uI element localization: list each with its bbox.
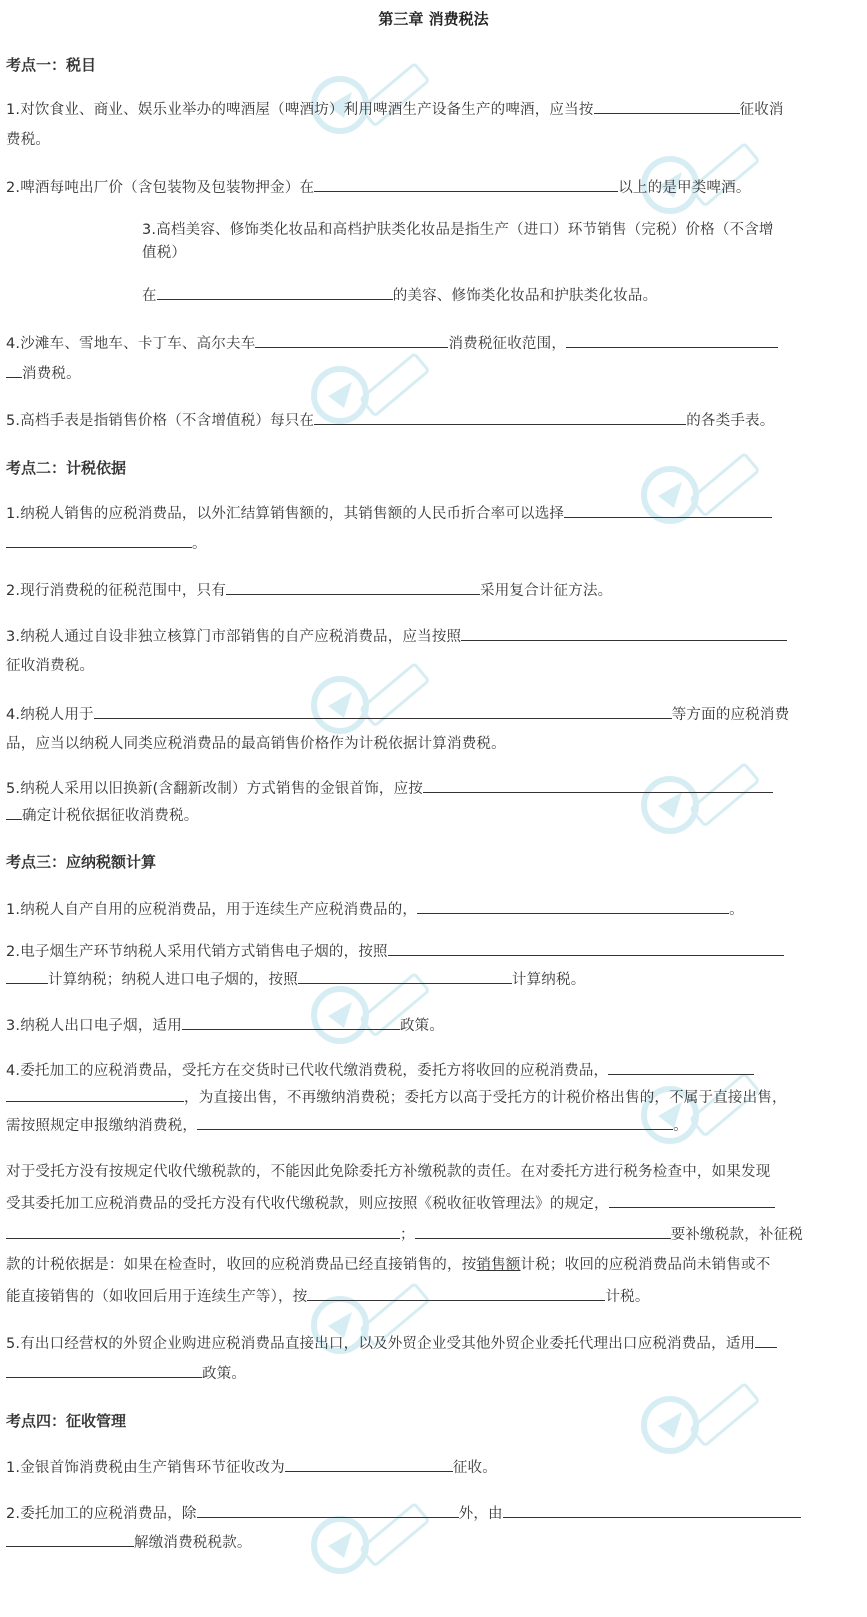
paragraph-line-4: [6, 1255, 833, 1275]
question-3-1: [6, 899, 833, 920]
text: 。: [192, 536, 207, 552]
text: 1.纳税人自产自用的应税消费品，用于连续生产应税消费品的，: [6, 902, 418, 918]
answer-blank[interactable]: [388, 941, 784, 956]
answer-blank[interactable]: [314, 410, 686, 425]
section-heading-2: 考点二：计税依据: [6, 459, 127, 477]
text: 5.高档手表是指销售价格（不含增值税）每只在: [6, 413, 315, 429]
question-1-3-line2: [142, 285, 833, 306]
section-heading-3: 考点三：应纳税额计算: [6, 853, 157, 871]
question-3-4: [6, 1060, 833, 1081]
question-3-3: [6, 1015, 833, 1036]
text: 1.对饮食业、商业、娱乐业举办的啤酒屋（啤酒坊）利用啤酒生产设备生产的啤酒，应当按: [6, 102, 594, 118]
text: 款的计税依据是：如果在检查时，收回的应税消费品已经直接销售的，按: [6, 1257, 477, 1273]
question-4-1: [6, 1457, 833, 1478]
page-title: 第三章 消费税法: [378, 10, 489, 28]
paragraph-line-1: [6, 1162, 833, 1182]
text: 在: [142, 288, 157, 304]
answer-blank[interactable]: [609, 1193, 775, 1208]
answer-blank[interactable]: [415, 1224, 671, 1239]
answer-blank[interactable]: [755, 1333, 777, 1348]
question-3-2-cont: [6, 969, 833, 990]
text: 政策。: [202, 1366, 247, 1382]
question-1-5: [6, 410, 833, 431]
text: 1.纳税人销售的应税消费品，以外汇结算销售额的，其销售额的人民币折合率可以选择: [6, 506, 565, 522]
text: ，为直接出售，不再缴纳消费税；委托方以高于受托方的计税价格出售的，不属于直接出售，: [184, 1090, 787, 1106]
answer-blank[interactable]: [314, 177, 618, 192]
text: 以上的是甲类啤酒。: [618, 180, 751, 196]
text: 等方面的应税消费: [671, 707, 790, 723]
answer-blank[interactable]: [285, 1457, 453, 1472]
answer-blank[interactable]: [417, 899, 729, 914]
question-4-2: [6, 1503, 833, 1524]
question-1-4-cont: [6, 363, 833, 384]
text: 计算纳税。: [511, 972, 586, 988]
answer-blank[interactable]: [226, 580, 480, 595]
answer-blank[interactable]: [6, 1532, 134, 1547]
answer-blank[interactable]: [157, 285, 393, 300]
question-2-3-cont: [6, 656, 833, 676]
answer-blank[interactable]: [6, 533, 192, 548]
question-2-5-cont: [6, 805, 833, 826]
text: 5.有出口经营权的外贸企业购进应税消费品直接出口，以及外贸企业受其他外贸企业委托代理出口应税消费品，适用: [6, 1336, 756, 1352]
answer-blank[interactable]: [6, 363, 22, 378]
text: 2.啤酒每吨出厂价（含包装物及包装物押金）在: [6, 180, 315, 196]
answer-blank[interactable]: [307, 1286, 605, 1301]
text: 2.现行消费税的征税范围中，只有: [6, 583, 227, 599]
text: 要补缴税款，补征税: [670, 1227, 804, 1243]
text: 。: [673, 1118, 688, 1134]
text: 对于受托方没有按规定代收代缴税款的，不能因此免除委托方补缴税款的责任。在对委托方进行税务检查中，如果发现: [6, 1164, 771, 1180]
text: 外，由: [458, 1506, 503, 1522]
question-1-1-cont: [6, 130, 833, 150]
answer-blank[interactable]: [6, 969, 48, 984]
answer-blank[interactable]: [503, 1503, 801, 1518]
question-3-4-cont: [6, 1087, 833, 1108]
question-2-4-cont: [6, 734, 833, 754]
text: 4.纳税人用于: [6, 707, 94, 723]
paragraph-line-2: [6, 1193, 833, 1214]
answer-blank[interactable]: [6, 1224, 400, 1239]
text: 3.纳税人通过自设非独立核算门市部销售的自产应税消费品，应当按照: [6, 629, 462, 645]
text: 计税；收回的应税消费品尚未销售或不: [520, 1257, 771, 1273]
text: 4.委托加工的应税消费品，受托方在交货时已代收代缴消费税，委托方将收回的应税消费品，: [6, 1063, 609, 1079]
text: 能直接销售的（如收回后用于连续生产等），按: [6, 1289, 308, 1305]
text: 受其委托加工应税消费品的受托方没有代收代缴税款，则应按照《税收征收管理法》的规定，: [6, 1196, 609, 1212]
text: 征收消费税。: [6, 658, 95, 674]
text: 3.高档美容、修饰类化妆品和高档护肤类化妆品是指生产（进口）环节销售（完税）价格（不含增: [142, 222, 774, 238]
answer-blank[interactable]: [423, 778, 773, 793]
text: 2.委托加工的应税消费品，除: [6, 1506, 197, 1522]
text: 计税。: [605, 1289, 650, 1305]
answer-blank[interactable]: [6, 1087, 184, 1102]
text: 2.电子烟生产环节纳税人采用代销方式销售电子烟的，按照: [6, 944, 388, 960]
text: 。: [729, 902, 744, 918]
answer-blank[interactable]: [182, 1015, 400, 1030]
question-2-3: [6, 626, 833, 647]
question-1-4: [6, 333, 833, 354]
answer-blank[interactable]: [298, 969, 512, 984]
paragraph-line-3: [6, 1224, 833, 1245]
paragraph-line-5: [6, 1286, 833, 1307]
section-heading-4: 考点四：征收管理: [6, 1412, 127, 1430]
question-2-1-cont: [6, 533, 833, 554]
text: 3.纳税人出口电子烟，适用: [6, 1018, 182, 1034]
text: 消费税。: [22, 366, 81, 382]
text: 消费税征收范围，: [448, 336, 567, 352]
text: 采用复合计征方法。: [480, 583, 613, 599]
text: 4.沙滩车、雪地车、卡丁车、高尔夫车: [6, 336, 256, 352]
text: 的美容、修饰类化妆品和护肤类化妆品。: [392, 288, 658, 304]
question-3-4-cont2: [6, 1115, 833, 1136]
question-3-5-cont: [6, 1363, 833, 1384]
question-2-2: [6, 580, 833, 601]
answer-blank[interactable]: [6, 805, 22, 820]
answer-blank[interactable]: [566, 333, 778, 348]
question-3-2: [6, 941, 833, 962]
answer-blank[interactable]: [6, 1363, 202, 1378]
answer-blank[interactable]: [564, 503, 772, 518]
text: 费税。: [6, 132, 51, 148]
answer-blank[interactable]: [461, 626, 787, 641]
answer-blank[interactable]: [197, 1115, 673, 1130]
question-3-5: [6, 1333, 833, 1354]
question-4-2-cont: [6, 1532, 833, 1553]
text: 需按照规定申报缴纳消费税，: [6, 1118, 198, 1134]
text: 1.金银首饰消费税由生产销售环节征收改为: [6, 1460, 285, 1476]
answer-blank[interactable]: [608, 1060, 754, 1075]
question-1-3: [142, 220, 833, 240]
text: 计算纳税；纳税人进口电子烟的，按照: [48, 972, 298, 988]
answer-blank[interactable]: [94, 704, 672, 719]
question-2-1: [6, 503, 833, 524]
text: 政策。: [399, 1018, 445, 1034]
question-2-5: [6, 778, 833, 799]
text: 确定计税依据征收消费税。: [22, 808, 199, 824]
answer-blank[interactable]: [594, 99, 740, 114]
text: ；: [400, 1227, 415, 1243]
text: 值税）: [142, 245, 187, 261]
question-2-4: [6, 704, 833, 725]
text: 的各类手表。: [686, 413, 775, 429]
answer-blank[interactable]: [255, 333, 448, 348]
text: 征收。: [452, 1460, 497, 1476]
text: 品，应当以纳税人同类应税消费品的最高销售价格作为计税依据计算消费税。: [6, 736, 506, 752]
text: 5.纳税人采用以旧换新(含翻新改制）方式销售的金银首饰，应按: [6, 781, 423, 797]
underlined-text: 销售额: [476, 1257, 521, 1273]
section-heading-1: 考点一：税目: [6, 56, 97, 74]
question-1-1: [6, 99, 833, 120]
text: 解缴消费税税款。: [134, 1535, 252, 1551]
question-1-2: [6, 177, 833, 198]
answer-blank[interactable]: [197, 1503, 459, 1518]
question-1-3-cont: [142, 243, 833, 263]
text: 征收消: [739, 102, 784, 118]
